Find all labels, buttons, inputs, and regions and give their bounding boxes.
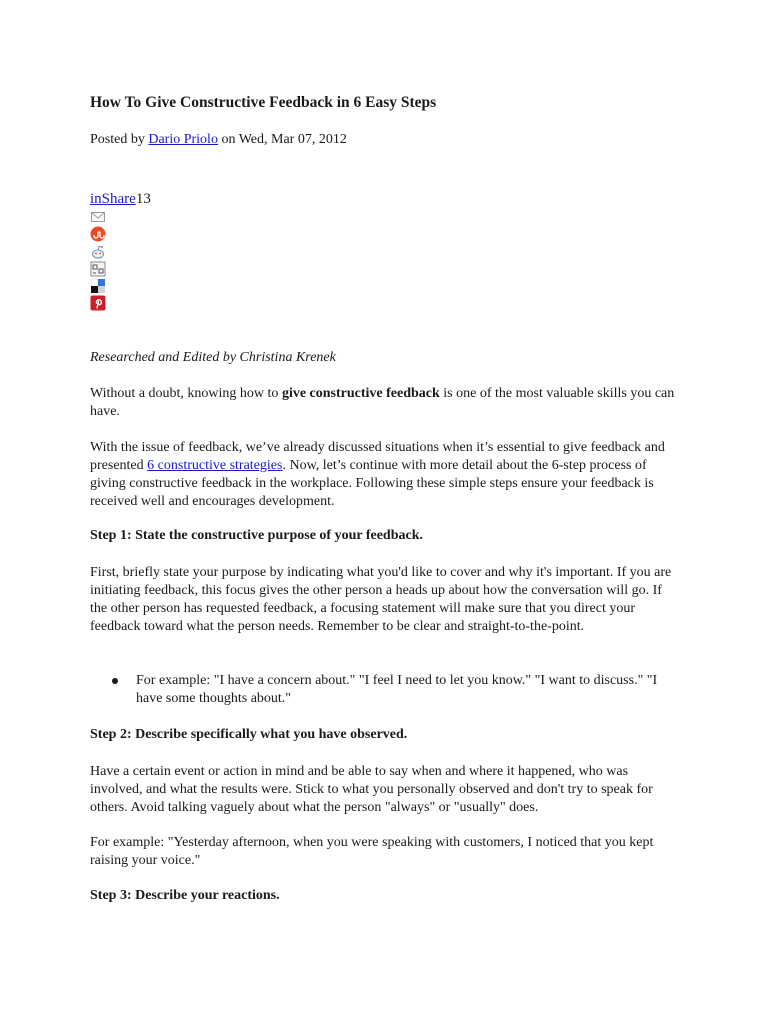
share-icons: [90, 209, 106, 313]
bullet-marker: [112, 678, 118, 684]
inshare-count: 13: [135, 191, 151, 207]
step-1-example: For example: "I have a concern about." "I feel I need to let you know." "I want to discuss." "I have some thoughts about.": [136, 673, 658, 706]
inshare-link[interactable]: inShare: [90, 191, 136, 207]
author-link[interactable]: Dario Priolo: [148, 132, 218, 147]
context-text-start: With the issue of feedback, we’ve already discussed situations when it’s essential to give feedback and presented: [90, 440, 665, 473]
email-icon[interactable]: [90, 209, 106, 225]
step-2-body: Have a certain event or action in mind and be able to say when and where it happened, who was involved, and what the results were. Stick to what you personally observed and don't try to speak for others. Avoid talking vaguely about what the person "always" or "usually" does.: [90, 764, 653, 815]
intro-bold-phrase: give constructive feedback: [281, 386, 440, 401]
pinterest-icon[interactable]: [90, 295, 106, 311]
strategies-link[interactable]: 6 constructive strategies: [147, 458, 283, 473]
stumbleupon-icon[interactable]: [90, 226, 106, 242]
step-1-heading: Step 1: State the constructive purpose of your feedback.: [90, 528, 423, 543]
intro-text-end: is one of the most valuable skills you can have.: [90, 386, 675, 419]
article-title: How To Give Constructive Feedback in 6 Easy Steps: [90, 94, 437, 111]
step-3-heading: Step 3: Describe your reactions.: [90, 888, 280, 903]
reddit-icon[interactable]: [90, 244, 106, 260]
digg-icon[interactable]: [90, 261, 106, 277]
posted-prefix: Posted by: [90, 132, 149, 147]
intro-paragraph: [90, 385, 680, 421]
posted-date: on Wed, Mar 07, 2012: [217, 132, 347, 147]
context-paragraph: [90, 439, 680, 511]
editor-credit: Researched and Edited by Christina Krenek: [90, 350, 336, 365]
context-text-end: . Now, let’s continue with more detail about the 6-step process of giving constructive feedback in the workplace. Following these simple steps ensure your feedback is received well and encourages development.: [90, 458, 654, 509]
step-2-example: For example: "Yesterday afternoon, when you were speaking with customers, I noticed that you kept raising your voice.": [90, 835, 654, 868]
step-1-body: First, briefly state your purpose by indicating what you'd like to cover and why it's important. If you are initiating feedback, this focus gives the other person a heads up about how the conversation will go. If the other person has requested feedback, a focusing statement will make sure that you direct your feedback toward what the person needs. Remember to be clear and straight-to-the-point.: [90, 565, 672, 634]
delicious-icon[interactable]: [90, 278, 106, 294]
post-byline: [90, 132, 347, 148]
step-2-heading: Step 2: Describe specifically what you have observed.: [90, 727, 408, 742]
inshare-widget: [90, 191, 151, 208]
intro-text-start: Without a doubt, knowing how to: [90, 386, 282, 401]
